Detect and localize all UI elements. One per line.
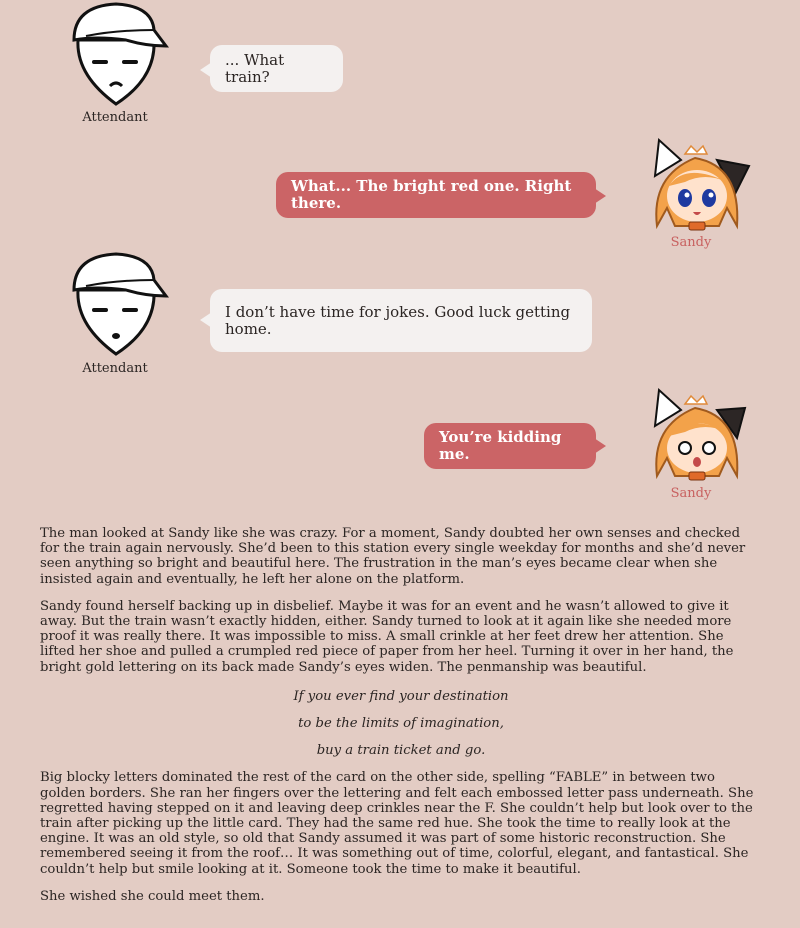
poem-line: to be the limits of imagination, <box>298 716 504 732</box>
speaker-name: Sandy <box>670 486 712 501</box>
story-paragraph: She wished she could meet them. <box>40 888 265 904</box>
attendant-speech-bubble <box>210 45 343 92</box>
story-paragraph: Sandy found herself backing up in disbelief. Maybe it was for an event and he wasn’t allowed to give it away. But the train wasn’t exactly hidden, either. Sandy turned to look at it again like she needed more proof it was really there. It was impossible to miss. A small crinkle at her feet drew her attention. She lifted her shoe and pulled a crumpled red piece of paper from her heel. Turning it over in her hand, the bright gold lettering on its back made Sandy’s eyes widen. The penmanship was beautiful. <box>40 598 734 675</box>
story-paragraph: Big blocky letters dominated the rest of the card on the other side, spelling “FABLE” in between two golden borders. She ran her fingers over the lettering and felt each embossed letter pass underneath. She regretted having stepped on it and leaving deep crinkles near the F. She couldn’t help but look over to the train after picking up the little card. They had the same red hue. She took the time to really look at the engine. It was an old style, so old that Sandy assumed it was part of some historic reconstruction. She remembered seeing it from the roof… It was something out of time, colorful, elegant, and fantastical. She couldn’t help but smile looking at it. Someone took the time to make it beautiful. <box>40 770 754 877</box>
poem-line: buy a train ticket and go. <box>316 743 486 759</box>
attendant-avatar <box>66 0 170 108</box>
speaker-name: Attendant <box>82 110 148 125</box>
story-paragraph: The man looked at Sandy like she was crazy. For a moment, Sandy doubted her own senses and checked for the train again nervously. She’d been to this station every single weekday for months and she’d never seen anything so bright and beautiful here. The frustration in the man’s eyes became clear when she insisted again and eventually, he left her alone on the platform. <box>40 526 746 587</box>
poem-line: If you ever find your destination <box>293 688 509 704</box>
speech-text: ... What train? <box>225 50 285 86</box>
sandy-speech-bubble <box>276 172 596 218</box>
speech-text: You’re kidding me. <box>439 428 562 463</box>
attendant-avatar <box>66 250 170 358</box>
sandy-avatar <box>645 136 755 236</box>
speech-text: I don’t have time for jokes. Good luck getting home. <box>225 302 571 338</box>
speaker-name: Attendant <box>82 361 148 376</box>
sandy-avatar <box>645 386 755 486</box>
attendant-speech-bubble <box>210 289 592 352</box>
speech-text: What... The bright red one. Right there. <box>291 177 572 212</box>
sandy-speech-bubble <box>424 423 596 469</box>
story-text <box>40 526 762 916</box>
speaker-name: Sandy <box>670 235 712 250</box>
